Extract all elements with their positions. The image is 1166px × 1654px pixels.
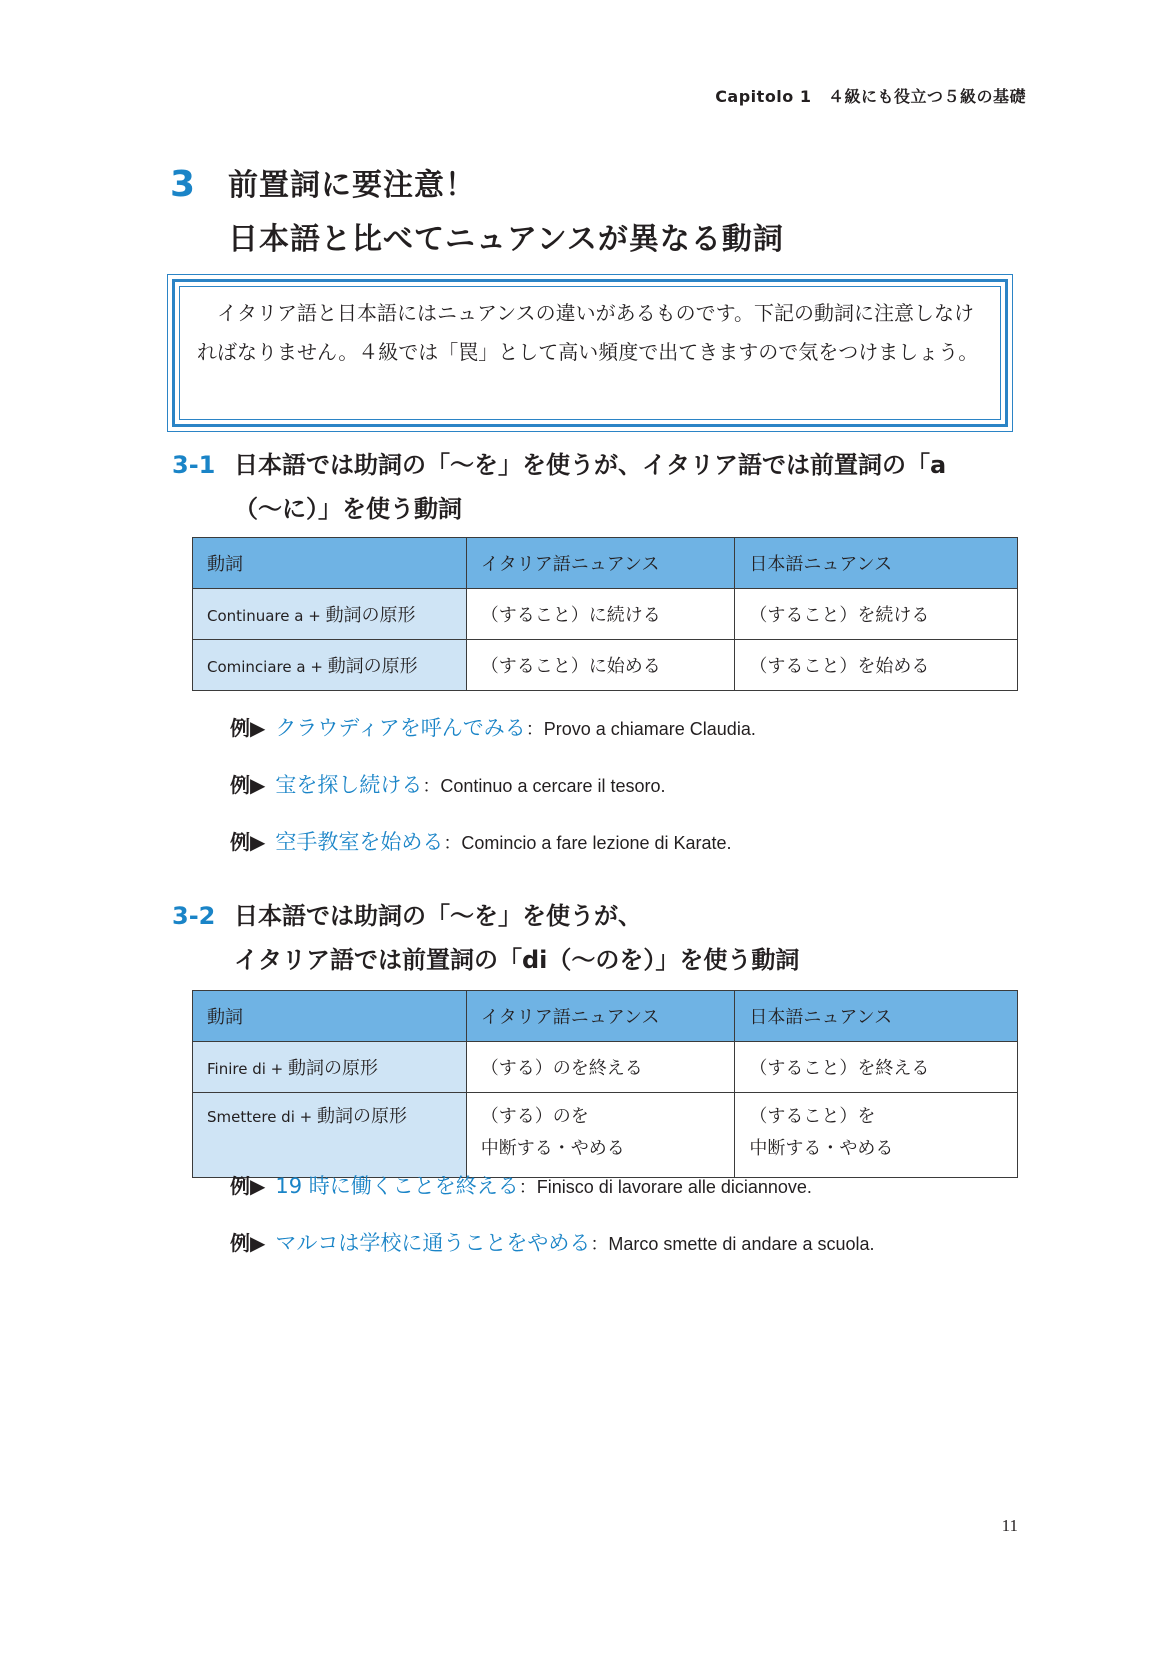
example-italian: ：Comincio a fare lezione di Karate. — [443, 833, 732, 853]
verb-italian: Continuare a + — [207, 607, 321, 625]
table-header-verb: 動詞 — [193, 538, 467, 589]
intro-box — [172, 279, 1008, 427]
example-line — [230, 826, 732, 856]
section-3-1-title-line-2: （～に）」を使う動詞 — [234, 495, 462, 523]
example-line — [230, 1170, 812, 1200]
intro-text: イタリア語と日本語にはニュアンスの違いがあるものです。下記の動詞に注意しなければなりません。４級では「罠」として高い頻度で出てきますので気をつけましょう。 — [197, 301, 979, 364]
table-header-ja-nuance: 日本語ニュアンス — [735, 538, 1018, 589]
verb-japanese: 動詞の原形 — [325, 605, 416, 626]
ja-nuance-line: （すること）を終える — [749, 1058, 930, 1079]
verb-italian: Smettere di + — [207, 1108, 313, 1126]
table-header-it-nuance: イタリア語ニュアンス — [466, 991, 735, 1042]
page-number: 11 — [1001, 1516, 1018, 1535]
it-nuance-line: （する）のを — [480, 1106, 589, 1127]
verb-italian: Finire di + — [207, 1060, 284, 1078]
chapter-title-line-2: 日本語と比べてニュアンスが異なる動詞 — [228, 222, 784, 257]
section-3-2-number: 3-2 — [172, 902, 216, 930]
section-3-1-table — [192, 537, 1018, 691]
example-italian: ：Provo a chiamare Claudia. — [525, 719, 756, 739]
ja-nuance-cell — [735, 1093, 1018, 1178]
it-nuance-cell — [466, 1093, 735, 1178]
section-3-2-heading — [172, 894, 799, 982]
example-label: 例▶ — [230, 1174, 266, 1198]
example-japanese: 空手教室を始める — [275, 830, 444, 854]
example-japanese: クラウディアを呼んでみる — [275, 716, 526, 740]
example-label: 例▶ — [230, 716, 266, 740]
section-3-1-heading — [172, 443, 946, 531]
it-nuance-cell: （すること）に始める — [466, 640, 735, 691]
verb-cell — [193, 640, 467, 691]
verb-cell — [193, 1042, 467, 1093]
example-line — [230, 1227, 875, 1257]
it-nuance-cell: （すること）に続ける — [466, 589, 735, 640]
ja-nuance-line: （すること）を — [749, 1106, 876, 1127]
table-row — [193, 640, 1018, 691]
example-label: 例▶ — [230, 773, 266, 797]
section-3-2-table — [192, 990, 1018, 1178]
ja-nuance-cell: （すること）を始める — [735, 640, 1018, 691]
it-nuance-line: 中断する・やめる — [480, 1138, 625, 1159]
example-italian: ：Finisco di lavorare alle diciannove. — [518, 1177, 812, 1197]
table-row — [193, 1042, 1018, 1093]
verb-japanese: 動詞の原形 — [327, 656, 418, 677]
it-nuance-line: （する）のを終える — [480, 1058, 643, 1079]
verb-japanese: 動詞の原形 — [317, 1106, 407, 1127]
section-3-1-title-line-1: 日本語では助詞の「～を」を使うが、イタリア語では前置詞の「a — [234, 451, 947, 479]
table-header-verb: 動詞 — [193, 991, 467, 1042]
verb-italian: Cominciare a + — [207, 658, 323, 676]
table-row — [193, 1093, 1018, 1178]
it-nuance-cell — [466, 1042, 735, 1093]
example-line — [230, 712, 756, 742]
table-header-it-nuance: イタリア語ニュアンス — [466, 538, 735, 589]
table-row — [193, 589, 1018, 640]
example-line — [230, 769, 666, 799]
section-3-2-title-line-2: イタリア語では前置詞の「di（～のを）」を使う動詞 — [234, 946, 800, 974]
ja-nuance-cell — [735, 1042, 1018, 1093]
ja-nuance-line: 中断する・やめる — [749, 1138, 894, 1159]
example-label: 例▶ — [230, 830, 266, 854]
example-italian: ：Continuo a cercare il tesoro. — [422, 776, 666, 796]
section-3-2-title-line-1: 日本語では助詞の「～を」を使うが、 — [234, 902, 642, 930]
example-japanese: 宝を探し続ける — [275, 773, 423, 797]
example-italian: ：Marco smette di andare a scuola. — [590, 1234, 875, 1254]
table-header-ja-nuance: 日本語ニュアンス — [735, 991, 1018, 1042]
verb-japanese: 動詞の原形 — [288, 1058, 379, 1079]
example-japanese: マルコは学校に通うことをやめる — [275, 1231, 591, 1255]
verb-cell — [193, 589, 467, 640]
section-3-1-number: 3-1 — [172, 451, 216, 479]
chapter-title-line-1: 前置詞に要注意！ — [228, 168, 476, 203]
example-label: 例▶ — [230, 1231, 266, 1255]
chapter-number: 3 — [170, 164, 196, 205]
verb-cell — [193, 1093, 467, 1178]
example-japanese: 19 時に働くことを終える — [275, 1174, 519, 1198]
ja-nuance-cell: （すること）を続ける — [735, 589, 1018, 640]
running-head: Capitolo 1 ４級にも役立つ５級の基礎 — [715, 87, 1026, 106]
